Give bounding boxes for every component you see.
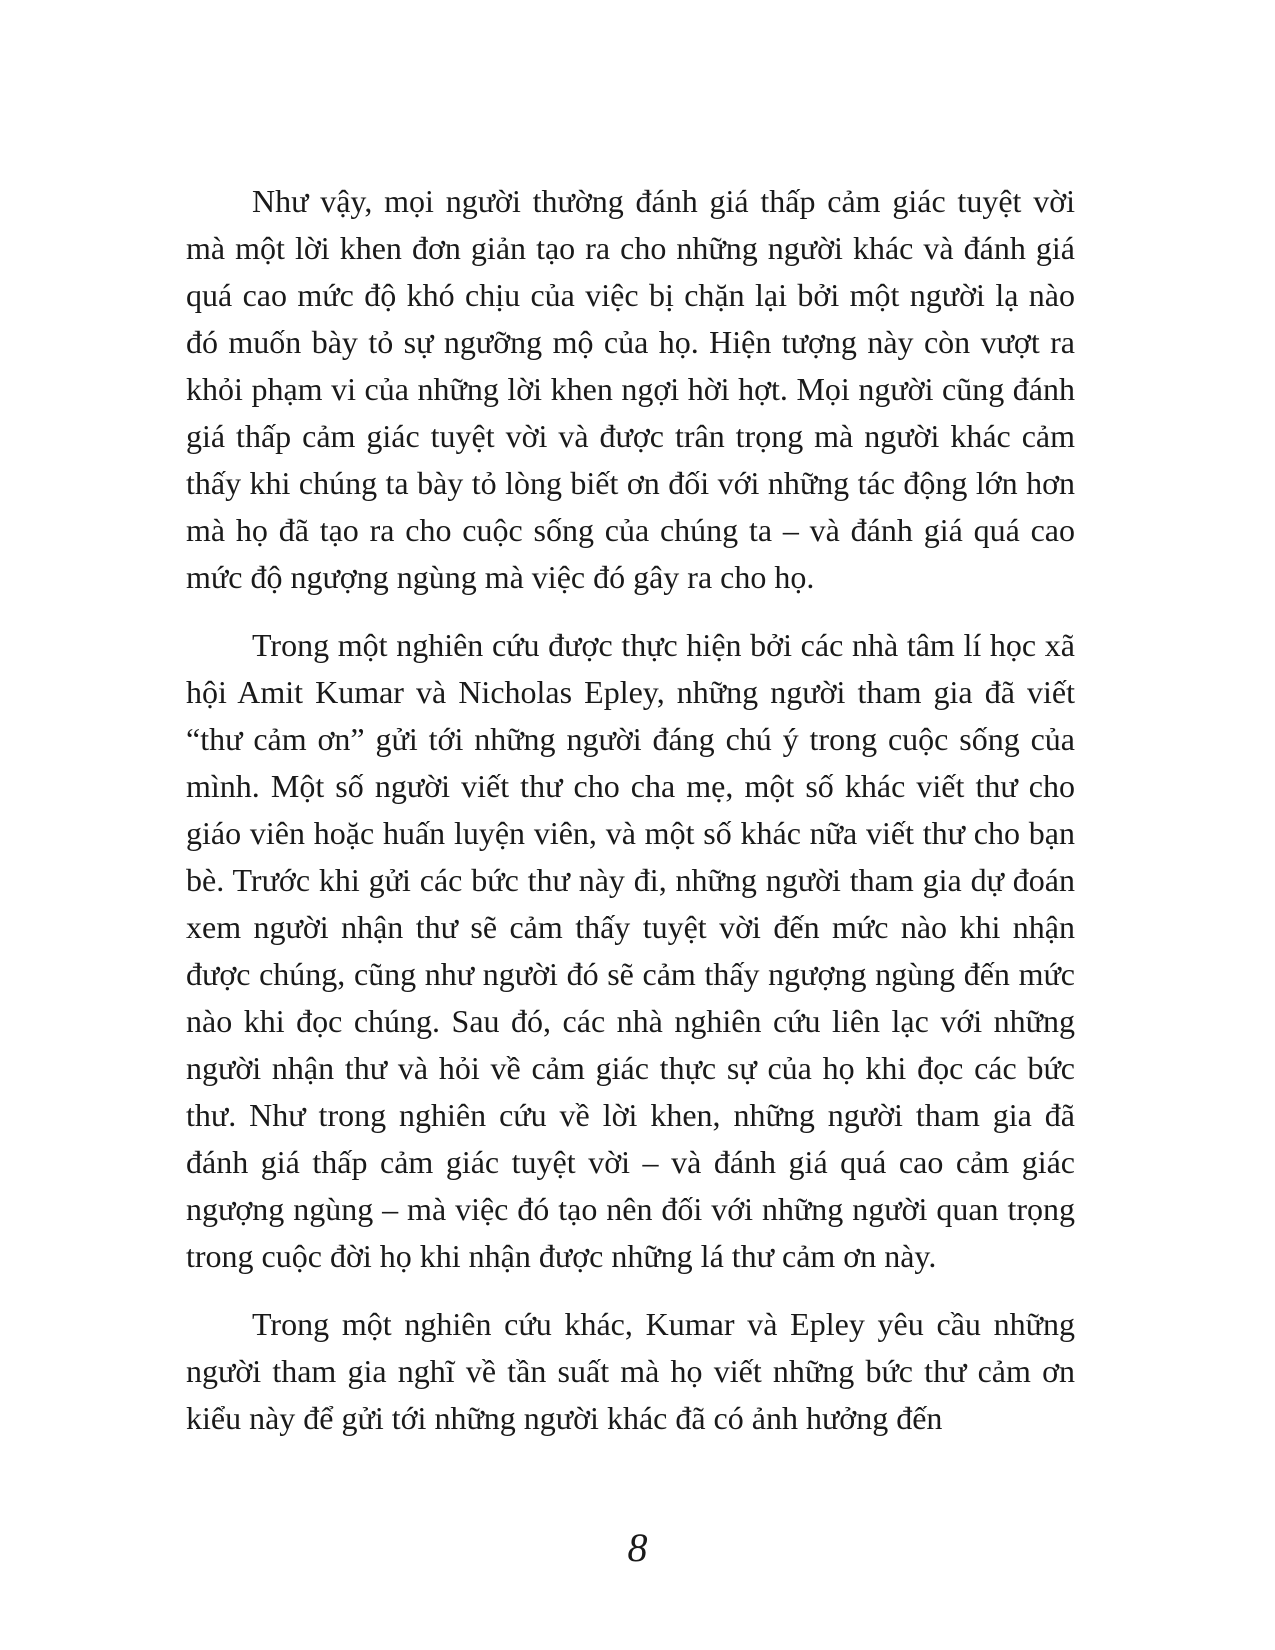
paragraph-2: Trong một nghiên cứu được thực hiện bởi các nhà tâm lí học xã hội Amit Kumar và Nicholas Epley, những người tham gia đã viết “thư cảm ơn” gửi tới những người đáng chú ý trong cuộc sống của mình. Một số người viết thư cho cha mẹ, một số khác viết thư cho giáo viên hoặc huấn luyện viên, và một số khác nữa viết thư cho bạn bè. Trước khi gửi các bức thư này đi, những người tham gia dự đoán xem người nhận thư sẽ cảm thấy tuyệt vời đến mức nào khi nhận được chúng, cũng như người đó sẽ cảm thấy ngượng ngùng đến mức nào khi đọc chúng. Sau đó, các nhà nghiên cứu liên lạc với những người nhận thư và hỏi về cảm giác thực sự của họ khi đọc các bức thư. Như trong nghiên cứu về lời khen, những người tham gia đã đánh giá thấp cảm giác tuyệt vời – và đánh giá quá cao cảm giác ngượng ngùng – mà việc đó tạo nên đối với những người quan trọng trong cuộc đời họ khi nhận được những lá thư cảm ơn này. — [186, 627, 1075, 1274]
paragraph-3: Trong một nghiên cứu khác, Kumar và Epley yêu cầu những người tham gia nghĩ về tần suất mà họ viết những bức thư cảm ơn kiểu này để gửi tới những người khác đã có ảnh hưởng đến — [186, 1306, 1075, 1436]
page-number: 8 — [627, 1525, 648, 1570]
body-text — [186, 178, 1075, 1463]
paragraph-1: Như vậy, mọi người thường đánh giá thấp cảm giác tuyệt vời mà một lời khen đơn giản tạo ra cho những người khác và đánh giá quá cao mức độ khó chịu của việc bị chặn lại bởi một người lạ nào đó muốn bày tỏ sự ngưỡng mộ của họ. Hiện tượng này còn vượt ra khỏi phạm vi của những lời khen ngợi hời hợt. Mọi người cũng đánh giá thấp cảm giác tuyệt vời và được trân trọng mà người khác cảm thấy khi chúng ta bày tỏ lòng biết ơn đối với những tác động lớn hơn mà họ đã tạo ra cho cuộc sống của chúng ta – và đánh giá quá cao mức độ ngượng ngùng mà việc đó gây ra cho họ. — [186, 183, 1075, 595]
